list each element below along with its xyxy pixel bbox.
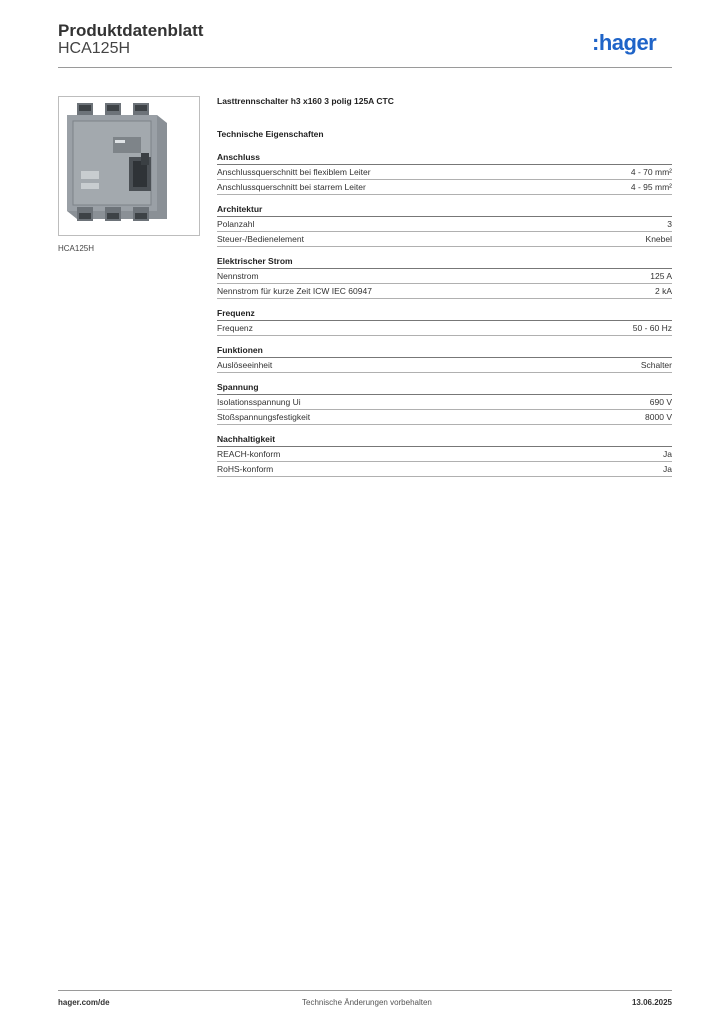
spec-label: Isolationsspannung Ui bbox=[217, 397, 301, 407]
spec-label: Auslöseeinheit bbox=[217, 360, 273, 370]
spec-label: Frequenz bbox=[217, 323, 253, 333]
section-title: Funktionen bbox=[217, 345, 672, 358]
section-title: Anschluss bbox=[217, 152, 672, 165]
spec-row bbox=[217, 181, 672, 195]
hager-logo[interactable]: :hager bbox=[592, 30, 657, 55]
spec-value: 50 - 60 Hz bbox=[632, 323, 672, 333]
section-spannung bbox=[217, 382, 672, 425]
spec-value: Knebel bbox=[645, 234, 672, 244]
header-divider bbox=[58, 67, 672, 68]
spec-row bbox=[217, 285, 672, 299]
spec-value: 3 bbox=[667, 219, 672, 229]
product-image bbox=[58, 96, 200, 236]
section-frequenz bbox=[217, 308, 672, 336]
technical-properties-heading: Technische Eigenschaften bbox=[217, 129, 324, 139]
switch-disconnector-illustration bbox=[59, 97, 199, 235]
spec-row bbox=[217, 270, 672, 284]
spec-value: Ja bbox=[663, 464, 672, 474]
section-elektrischer-strom bbox=[217, 256, 672, 299]
section-title: Spannung bbox=[217, 382, 672, 395]
product-image-caption: HCA125H bbox=[58, 244, 95, 253]
spec-value: 8000 V bbox=[645, 412, 672, 422]
section-title: Frequenz bbox=[217, 308, 672, 321]
spec-row bbox=[217, 463, 672, 477]
spec-value: 4 - 70 mm² bbox=[630, 167, 672, 177]
spec-value: Ja bbox=[663, 449, 672, 459]
product-details bbox=[217, 96, 672, 477]
spec-row bbox=[217, 218, 672, 232]
section-nachhaltigkeit bbox=[217, 434, 672, 477]
spec-label: Anschlussquerschnitt bei starrem Leiter bbox=[217, 182, 366, 192]
spec-value: 2 kA bbox=[654, 286, 672, 296]
spec-row bbox=[217, 233, 672, 247]
spec-label: Nennstrom für kurze Zeit ICW IEC 60947 bbox=[217, 286, 372, 296]
spec-label: Anschlussquerschnitt bei flexiblem Leiter bbox=[217, 167, 371, 177]
spec-label: Nennstrom bbox=[217, 271, 259, 281]
product-code: HCA125H bbox=[58, 40, 131, 57]
footer-website-link[interactable]: hager.com/de bbox=[58, 998, 110, 1007]
spec-value: 125 A bbox=[650, 271, 672, 281]
product-name: Lasttrennschalter h3 x160 3 polig 125A CTC bbox=[217, 96, 394, 106]
section-architektur bbox=[217, 204, 672, 247]
section-title: Elektrischer Strom bbox=[217, 256, 672, 269]
spec-row bbox=[217, 166, 672, 180]
section-funktionen bbox=[217, 345, 672, 373]
spec-value: Schalter bbox=[640, 360, 672, 370]
spec-row bbox=[217, 322, 672, 336]
section-title: Architektur bbox=[217, 204, 672, 217]
section-anschluss bbox=[217, 152, 672, 195]
spec-row bbox=[217, 396, 672, 410]
spec-label: RoHS-konform bbox=[217, 464, 274, 474]
spec-label: REACH-konform bbox=[217, 449, 281, 459]
spec-value: 690 V bbox=[649, 397, 672, 407]
spec-label: Stoßspannungsfestigkeit bbox=[217, 412, 311, 422]
spec-row bbox=[217, 448, 672, 462]
spec-value: 4 - 95 mm² bbox=[630, 182, 672, 192]
spec-label: Polanzahl bbox=[217, 219, 255, 229]
spec-row bbox=[217, 359, 672, 373]
spec-row bbox=[217, 411, 672, 425]
spec-label: Steuer-/Bedienelement bbox=[217, 234, 304, 244]
page-title: Produktdatenblatt bbox=[58, 21, 204, 40]
section-title: Nachhaltigkeit bbox=[217, 434, 672, 447]
footer-date: 13.06.2025 bbox=[631, 998, 672, 1007]
footer-divider bbox=[58, 990, 672, 991]
footer-note: Technische Änderungen vorbehalten bbox=[302, 998, 432, 1007]
